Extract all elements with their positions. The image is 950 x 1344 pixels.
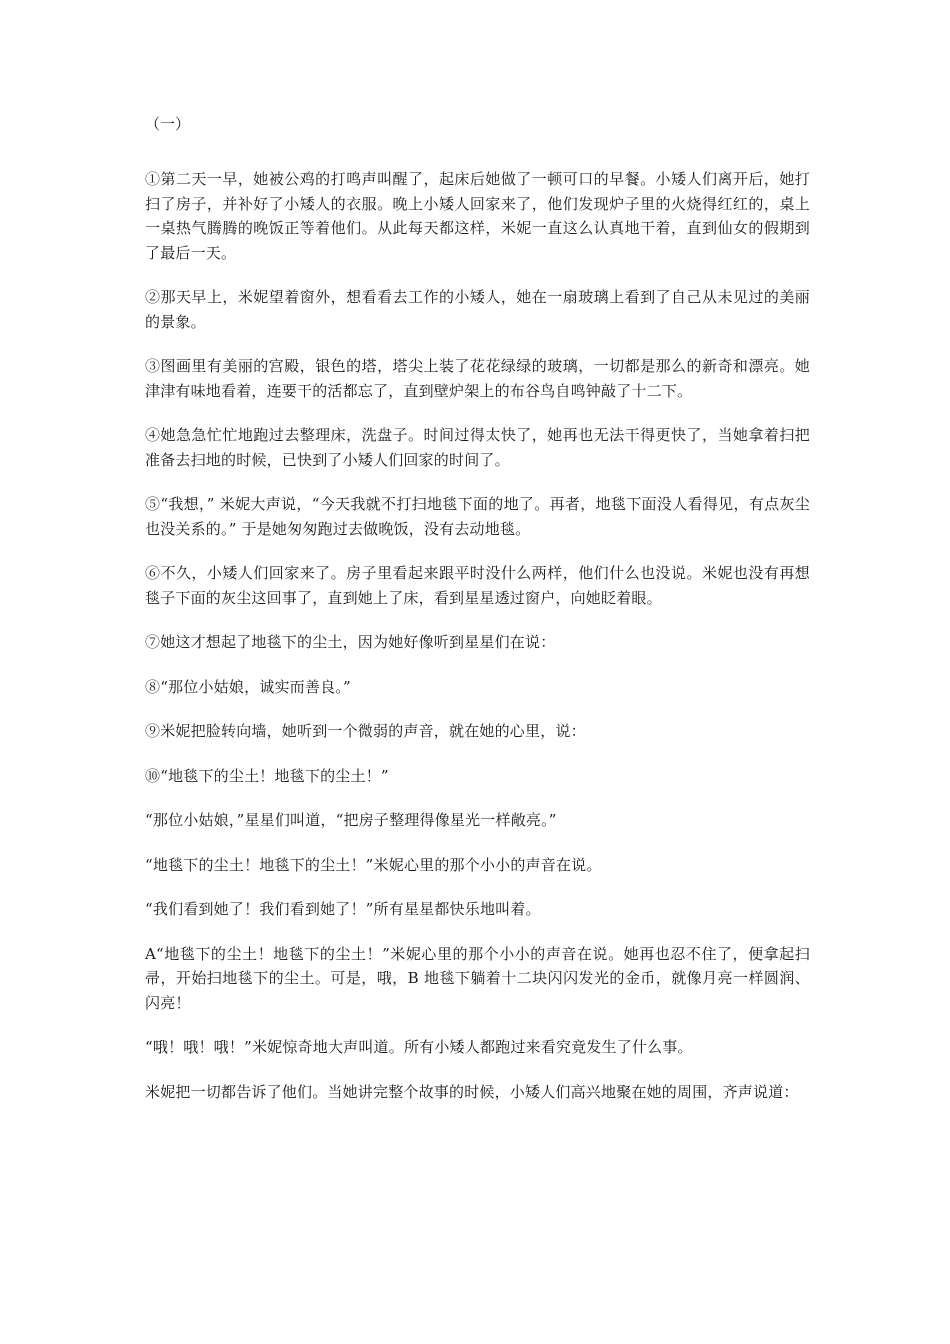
paragraph-7: ⑦她这才想起了地毯下的尘土，因为她好像听到星星们在说：: [145, 633, 556, 651]
paragraph-15: “哦！哦！哦！”米妮惊奇地大声叫道。所有小矮人都跑过来看究竟发生了什么事。: [145, 1038, 693, 1056]
paragraph-10: ⑩“地毯下的尘土！地毯下的尘土！”: [145, 766, 389, 785]
paragraph-4: ④她急急忙忙地跑过去整理床，洗盘子。时间过得太快了，她再也无法干得更快了，当她拿着扫把准备去扫地的时候，已快到了小矮人们回家的时间了。: [145, 426, 810, 469]
paragraph-11: “那位小姑娘，”星星们叫道，“把房子整理得像星光一样敞亮。”: [145, 811, 557, 829]
paragraph-5: ⑤“我想，” 米妮大声说，“今天我就不打扫地毯下面的地了。再者，地毯下面没人看得见，有点灰尘也没关系的。” 于是她匆匆跑过去做晚饭，没有去动地毯。: [145, 495, 810, 538]
paragraph-1: ①第二天一早，她被公鸡的打鸣声叫醒了，起床后她做了一顿可口的早餐。小矮人们离开后，她打扫了房子，并补好了小矮人的衣服。晚上小矮人回家来了，他们发现炉子里的火烧得红红的，桌上一桌热气腾腾的晚饭正等着他们。从此每天都这样，米妮一直这么认真地干着，直到仙女的假期到了最后一天。: [145, 170, 810, 262]
paragraph-9: ⑨米妮把脸转向墙，她听到一个微弱的声音，就在她的心里，说：: [145, 722, 586, 740]
paragraph-6: ⑥不久，小矮人们回家来了。房子里看起来跟平时没什么两样，他们什么也没说。米妮也没有再想毯子下面的灰尘这回事了，直到她上了床，看到星星透过窗户，向她眨着眼。: [145, 564, 810, 607]
document-page: [145, 112, 810, 1124]
paragraph-13: “我们看到她了！我们看到她了！”所有星星都快乐地叫着。: [145, 900, 541, 918]
section-title: （一）: [145, 115, 191, 133]
paragraph-12: “地毯下的尘土！地毯下的尘土！”米妮心里的那个小小的声音在说。: [145, 855, 602, 874]
paragraph-16: 米妮把一切都告诉了他们。当她讲完整个故事的时候，小矮人们高兴地聚在她的周围，齐声说道：: [145, 1082, 799, 1101]
paragraph-2: ②那天早上，米妮望着窗外，想看看去工作的小矮人，她在一扇玻璃上看到了自己从未见过的美丽的景象。: [145, 288, 810, 331]
paragraph-14: A“地毯下的尘土！地毯下的尘土！”米妮心里的那个小小的声音在说。她再也忍不住了，便拿起扫帚，开始扫地毯下的尘土。可是，哦，B 地毯下躺着十二块闪闪发光的金币，就像月亮一样圆润、闪亮！: [145, 944, 810, 1012]
paragraph-3: ③图画里有美丽的宫殿，银色的塔，塔尖上装了花花绿绿的玻璃，一切都是那么的新奇和漂亮。她津津有味地看着，连要干的活都忘了，直到壁炉架上的布谷鸟自鸣钟敲了十二下。: [145, 357, 810, 400]
paragraph-8: ⑧“那位小姑娘，诚实而善良。”: [145, 677, 351, 696]
